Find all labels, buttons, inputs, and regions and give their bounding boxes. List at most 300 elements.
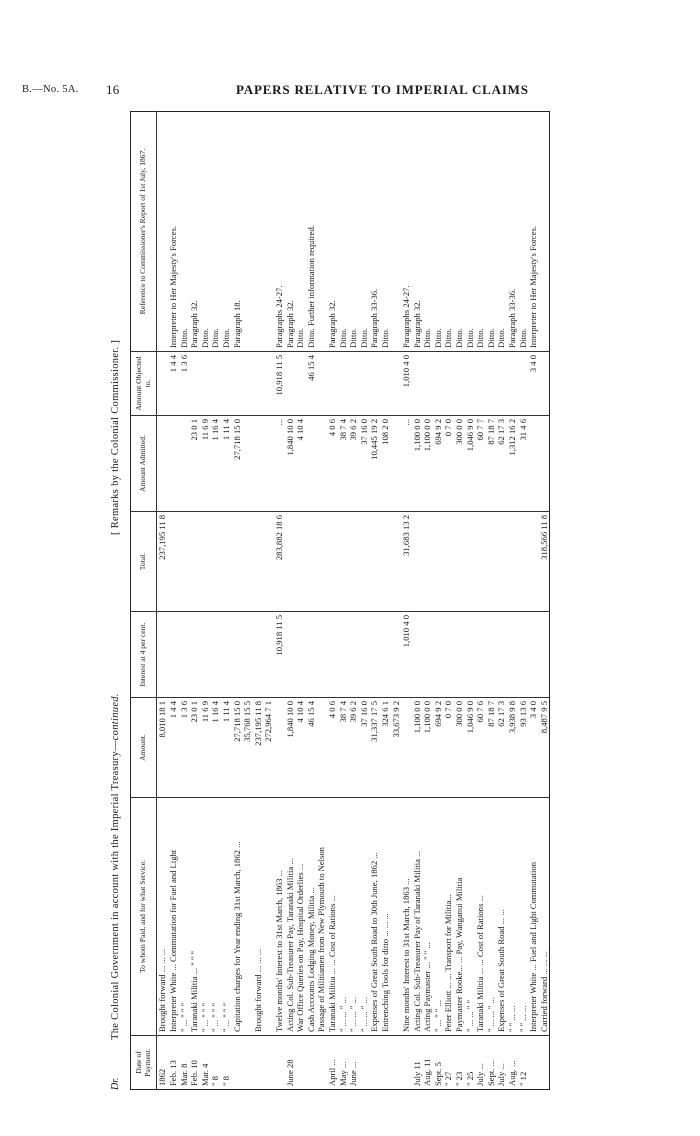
objected-cell [189, 352, 200, 416]
admitted-cell: 1 11 4 [221, 416, 232, 512]
reference-cell: Paragraph 32. [189, 112, 200, 352]
reference-cell: Paragraph 18. [232, 112, 243, 352]
amount-cell: 237,195 11 8 [253, 698, 264, 798]
objected-cell [518, 352, 529, 416]
interest-cell [179, 612, 190, 698]
reference-cell [157, 112, 168, 352]
ledger-row [221, 112, 232, 1090]
total-cell [232, 512, 243, 612]
total-cell [380, 512, 391, 612]
interest-cell [348, 612, 359, 698]
date-cell: 1862 [157, 1068, 168, 1086]
objected-cell [486, 352, 497, 416]
ledger-row [391, 112, 402, 1090]
total-cell [507, 512, 518, 612]
document-reference: B.—No. 5A. [22, 84, 79, 95]
payee-service-cell: Twelve months' Interest to 31st March, 1863 ... [274, 798, 285, 1036]
date-cell [263, 1036, 274, 1090]
payee-service-cell: " ... ... " " [465, 798, 476, 1036]
interest-cell [380, 612, 391, 698]
reference-cell [263, 112, 274, 352]
amount-cell: 324 6 1 [380, 698, 391, 798]
total-cell [253, 512, 264, 612]
reference-cell: Ditto. [475, 112, 486, 352]
total-cell [316, 512, 327, 612]
payee-service-cell: Capitation charges for Year ending 31st March, 1862 ... [232, 798, 243, 1036]
date-cell: Feb. 10 [189, 1060, 200, 1086]
interest-cell [528, 612, 539, 698]
interest-cell: 10,918 11 5 [274, 612, 285, 698]
date-cell: Aug. ... [507, 1060, 518, 1086]
date-cell: July ... [496, 1063, 507, 1086]
total-cell [179, 512, 190, 612]
admitted-cell [179, 416, 190, 512]
payee-service-cell: Cash Accounts Lodging Money, Militia ... [306, 798, 317, 1036]
payee-service-cell: " ... " " " [179, 798, 190, 1036]
reference-cell: Paragraph 32. [412, 112, 423, 352]
ledger-row [422, 112, 433, 1090]
interest-cell [232, 612, 243, 698]
objected-cell [359, 352, 370, 416]
reference-cell: Ditto. [338, 112, 349, 352]
amount-cell [316, 698, 327, 798]
admitted-cell: 27,718 15 0 [232, 416, 243, 512]
admitted-cell [168, 416, 179, 512]
payee-service-cell: Acting Col. Sub-Treasurer Pay, Taranaki Militia ... [285, 798, 296, 1036]
admitted-cell: 39 6 2 [348, 416, 359, 512]
total-cell [528, 512, 539, 612]
total-cell [369, 512, 380, 612]
date-cell: July ... [475, 1063, 486, 1086]
objected-cell [539, 352, 550, 416]
payee-service-cell: Taranaki Militia ... " " " [189, 798, 200, 1036]
amount-cell: 1 11 4 [221, 698, 232, 798]
amount-cell: 46 15 4 [306, 698, 317, 798]
ledger-row [348, 112, 359, 1090]
admitted-cell [528, 416, 539, 512]
payee-service-cell [242, 798, 253, 1036]
objected-cell [242, 352, 253, 416]
col-amount: Amount. [131, 698, 157, 798]
reference-cell: Ditto. [380, 112, 391, 352]
objected-cell: 1 3 6 [179, 352, 190, 416]
objected-cell [338, 352, 349, 416]
ledger-row [179, 112, 190, 1090]
header-row [131, 112, 157, 1090]
amount-cell [274, 698, 285, 798]
reference-cell [316, 112, 327, 352]
date-cell: May ... [337, 1061, 348, 1086]
interest-cell [369, 612, 380, 698]
interest-cell [454, 612, 465, 698]
amount-cell: 8,010 18 1 [157, 698, 168, 798]
date-cell [306, 1036, 317, 1090]
amount-cell: 694 9 2 [433, 698, 444, 798]
objected-cell [443, 352, 454, 416]
col-admitted: Amount Admitted. [131, 416, 157, 512]
admitted-cell: 1 16 4 [210, 416, 221, 512]
account-title-text: The Colonial Government in account with the Imperial Treasury— [110, 740, 121, 1040]
reference-cell: Ditto. [496, 112, 507, 352]
date-cell [359, 1036, 370, 1090]
interest-cell [189, 612, 200, 698]
admitted-cell: 37 16 0 [359, 416, 370, 512]
ledger-row [443, 112, 454, 1090]
objected-cell: 1 4 4 [168, 352, 179, 416]
interest-cell [253, 612, 264, 698]
reference-cell [391, 112, 402, 352]
ledger-row [496, 112, 507, 1090]
date-cell [232, 1036, 243, 1090]
admitted-cell [242, 416, 253, 512]
objected-cell [369, 352, 380, 416]
total-cell: 283,882 18 6 [274, 512, 285, 612]
objected-cell [391, 352, 402, 416]
interest-cell [422, 612, 433, 698]
payee-service-cell: Acting Col. Sub-Treasurer Pay of Taranaki Militia ... [412, 798, 423, 1036]
total-cell [486, 512, 497, 612]
ledger-row [486, 112, 497, 1090]
admitted-cell: 60 7 7 [475, 416, 486, 512]
admitted-cell [263, 416, 274, 512]
date-cell: " 25 [464, 1071, 475, 1086]
objected-cell [348, 352, 359, 416]
amount-cell: 62 17 3 [496, 698, 507, 798]
payee-service-cell: Taranaki Militia ... ... Cost of Rations ... [327, 798, 338, 1036]
interest-cell [263, 612, 274, 698]
admitted-cell: 23 0 1 [189, 416, 200, 512]
amount-cell: 4 10 4 [295, 698, 306, 798]
reference-cell: Ditto. [221, 112, 232, 352]
reference-cell: Ditto. [454, 112, 465, 352]
reference-cell: Ditto. [433, 112, 444, 352]
reference-cell: Ditto. [465, 112, 476, 352]
total-cell [200, 512, 211, 612]
admitted-cell [539, 416, 550, 512]
amount-cell: 3 4 0 [528, 698, 539, 798]
col-reference: Reference to Commissioner's Report of 1st July, 1867. [131, 112, 157, 352]
reference-cell: Ditto. [179, 112, 190, 352]
ledger-row [210, 112, 221, 1090]
admitted-cell [157, 416, 168, 512]
total-cell [348, 512, 359, 612]
payee-service-cell: " ... " " " [221, 798, 232, 1036]
ledger-row [274, 112, 285, 1090]
admitted-cell: 1,100 0 0 [412, 416, 423, 512]
amount-cell [401, 698, 412, 798]
payee-service-cell: Acting Paymaster ... " " ... [422, 798, 433, 1036]
interest-cell [210, 612, 221, 698]
ledger-row [200, 112, 211, 1090]
payee-service-cell: Interpreter White ... Commutation for Fuel and Light [168, 798, 179, 1036]
amount-cell: 1,100 0 0 [422, 698, 433, 798]
ledger-row [380, 112, 391, 1090]
admitted-cell [306, 416, 317, 512]
date-cell: June 28 [284, 1059, 295, 1086]
col-total: Total. [131, 512, 157, 612]
amount-cell: 37 16 0 [359, 698, 370, 798]
objected-cell [433, 352, 444, 416]
admitted-cell: 10,445 19 2 [369, 416, 380, 512]
objected-cell: 10,918 11 5 [274, 352, 285, 416]
objected-cell: 1,010 4 0 [401, 352, 412, 416]
total-cell [518, 512, 529, 612]
admitted-cell: 62 17 3 [496, 416, 507, 512]
reference-cell: Ditto. [210, 112, 221, 352]
interest-cell: 1,010 4 0 [401, 612, 412, 698]
ledger-row [507, 112, 518, 1090]
reference-cell: Paragraph 33-36. [507, 112, 518, 352]
page-title: PAPERS RELATIVE TO IMPERIAL CLAIMS [236, 82, 529, 97]
admitted-cell [253, 416, 264, 512]
interest-cell [306, 612, 317, 698]
payee-service-cell: Nine months' Interest to 31st March, 1863 ... [401, 798, 412, 1036]
date-cell [253, 1036, 264, 1090]
total-cell [496, 512, 507, 612]
interest-cell [157, 612, 168, 698]
remarks-heading: [ Remarks by the Colonial Commissioner. ] [110, 339, 121, 535]
objected-cell [380, 352, 391, 416]
total-cell [465, 512, 476, 612]
objected-cell [327, 352, 338, 416]
objected-cell: 3 4 0 [528, 352, 539, 416]
payee-service-cell: Entrenching Tools for ditto ... ... ... [380, 798, 391, 1036]
amount-cell: 38 7 4 [338, 698, 349, 798]
interest-cell [465, 612, 476, 698]
amount-cell: 1,840 10 0 [285, 698, 296, 798]
ledger-row [454, 112, 465, 1090]
total-cell [189, 512, 200, 612]
col-interest: Interest at 4 per cent. [131, 612, 157, 698]
col-objected: Amount Objected to. [131, 352, 157, 416]
account-title-continued: continued. [110, 693, 121, 741]
admitted-cell: 31 4 6 [518, 416, 529, 512]
interest-cell [412, 612, 423, 698]
date-cell [295, 1036, 306, 1090]
objected-cell [253, 352, 264, 416]
payee-service-cell: " ... " " ... [433, 798, 444, 1036]
admitted-cell: 4 0 6 [327, 416, 338, 512]
admitted-cell: ... [401, 416, 412, 512]
amount-cell: 4 0 6 [327, 698, 338, 798]
objected-cell [454, 352, 465, 416]
reference-cell: Ditto. Further information required. [306, 112, 317, 352]
reference-cell: Ditto. [295, 112, 306, 352]
amount-cell: 27,718 15 0 [232, 698, 243, 798]
amount-cell: 87 18 7 [486, 698, 497, 798]
payee-service-cell: Taranaki Militia ... ... Cost of Rations ... [475, 798, 486, 1036]
interest-cell [496, 612, 507, 698]
date-cell [316, 1036, 327, 1090]
payee-service-cell: " ... " " " [210, 798, 221, 1036]
admitted-cell: 108 2 0 [380, 416, 391, 512]
interest-cell [327, 612, 338, 698]
payee-service-cell [391, 798, 402, 1036]
date-cell: " 27 [443, 1071, 454, 1086]
amount-cell: 300 0 0 [454, 698, 465, 798]
objected-cell [221, 352, 232, 416]
date-cell: " 12 [517, 1071, 528, 1086]
reference-cell [539, 112, 550, 352]
date-cell [539, 1036, 550, 1090]
total-cell [433, 512, 444, 612]
date-cell: " 8 [210, 1076, 221, 1086]
interest-cell [316, 612, 327, 698]
objected-cell [475, 352, 486, 416]
total-cell [443, 512, 454, 612]
amount-cell: 1 16 4 [210, 698, 221, 798]
total-cell: 237,195 11 8 [157, 512, 168, 612]
payee-service-cell [263, 798, 274, 1036]
date-cell: Mar. 4 [199, 1063, 210, 1086]
objected-cell [200, 352, 211, 416]
date-cell: Aug. 11 [422, 1058, 433, 1086]
ledger-row [401, 112, 412, 1090]
reference-cell: Paragraph 33-36. [369, 112, 380, 352]
objected-cell: 46 15 4 [306, 352, 317, 416]
ledger-row [295, 112, 306, 1090]
reference-cell: Interpreter to Her Majesty's Forces. [168, 112, 179, 352]
reference-cell: Ditto. [422, 112, 433, 352]
amount-cell: 31,337 17 5 [369, 698, 380, 798]
ledger-row [475, 112, 486, 1090]
amount-cell: 60 7 6 [475, 698, 486, 798]
date-cell: Mar. 8 [178, 1063, 189, 1086]
admitted-cell: 1,312 16 2 [507, 416, 518, 512]
payee-service-cell: Paymaster Rooke... ... Pay, Wanganui Militia [454, 798, 465, 1036]
col-to-whom: To whom Paid, and for what Service. [131, 798, 157, 1036]
interest-cell [391, 612, 402, 698]
payee-service-cell: Interpreter White ... Fuel and Light Commutation [528, 798, 539, 1036]
amount-cell: 0 7 0 [443, 698, 454, 798]
date-cell: Feb. 13 [168, 1060, 179, 1086]
interest-cell [433, 612, 444, 698]
debit-label: Dr. [110, 1077, 121, 1090]
date-cell: " 23 [454, 1071, 465, 1086]
payee-service-cell: " ... ... " ... [338, 798, 349, 1036]
objected-cell [285, 352, 296, 416]
admitted-cell: 1,100 0 0 [422, 416, 433, 512]
interest-cell [242, 612, 253, 698]
ledger-row [412, 112, 423, 1090]
ledger-row [338, 112, 349, 1090]
date-cell: " 8 [221, 1076, 231, 1086]
payee-service-cell: Expenses of Great South Road ... ... [496, 798, 507, 1036]
date-cell [380, 1036, 391, 1090]
amount-cell: 23 0 1 [189, 698, 200, 798]
total-cell [359, 512, 370, 612]
amount-cell: 3,938 9 8 [507, 698, 518, 798]
ledger-row [168, 112, 179, 1090]
interest-cell [168, 612, 179, 698]
payee-service-cell: Brought forward ... ... ... [157, 798, 168, 1036]
amount-cell: 1,046 9 0 [465, 698, 476, 798]
interest-cell [443, 612, 454, 698]
payee-service-cell: Peter Elliott ... ... Transport for Militia... [443, 798, 454, 1036]
date-cell: April ... [326, 1059, 337, 1086]
amount-cell: 39 6 2 [348, 698, 359, 798]
ledger-row [189, 112, 200, 1090]
total-cell: 318,566 11 8 [539, 512, 550, 612]
reference-cell: Interpreter to Her Majesty's Forces. [528, 112, 539, 352]
ledger-row [157, 112, 168, 1090]
payee-service-cell: Expenses of Great South Road to 30th June, 1862 ... [369, 798, 380, 1036]
date-cell: July 11 [411, 1061, 422, 1086]
reference-cell: Ditto. [443, 112, 454, 352]
amount-cell: 1 3 6 [179, 698, 190, 798]
total-cell [454, 512, 465, 612]
ledger-body [157, 112, 550, 1090]
objected-cell [210, 352, 221, 416]
payee-service-cell: Brought forward ... ... ... [253, 798, 264, 1036]
interest-cell [295, 612, 306, 698]
total-cell [475, 512, 486, 612]
date-cell: Sept. 5 [432, 1062, 443, 1086]
ledger-row [253, 112, 264, 1090]
date-cell [242, 1036, 253, 1090]
col-date: Date of Payment. [131, 1036, 157, 1090]
date-cell: Sept. ... [485, 1059, 496, 1086]
interest-cell [200, 612, 211, 698]
reference-cell: Paragraph 32. [327, 112, 338, 352]
date-cell [274, 1036, 285, 1090]
admitted-cell: 0 7 0 [443, 416, 454, 512]
amount-cell: 8,487 9 5 [539, 698, 550, 798]
admitted-cell [316, 416, 327, 512]
reference-cell: Paragraph 32. [285, 112, 296, 352]
ledger-table [130, 111, 550, 1090]
objected-cell [263, 352, 274, 416]
ledger-row [306, 112, 317, 1090]
interest-cell [486, 612, 497, 698]
reference-cell: Ditto. [518, 112, 529, 352]
payee-service-cell: " ... ... " ... [348, 798, 359, 1036]
ledger-row [232, 112, 243, 1090]
objected-cell [316, 352, 327, 416]
reference-cell: Ditto. [486, 112, 497, 352]
amount-cell: 272,964 7 1 [263, 698, 274, 798]
interest-cell [518, 612, 529, 698]
objected-cell [507, 352, 518, 416]
objected-cell [422, 352, 433, 416]
ledger-row [327, 112, 338, 1090]
total-cell [221, 512, 232, 612]
admitted-cell: 694 9 2 [433, 416, 444, 512]
total-cell [422, 512, 433, 612]
payee-service-cell: Carried forward ... ... ... [539, 798, 550, 1036]
date-cell [528, 1036, 539, 1090]
amount-cell: 11 6 9 [200, 698, 211, 798]
admitted-cell: 4 10 4 [295, 416, 306, 512]
reference-cell: Ditto. [200, 112, 211, 352]
total-cell [168, 512, 179, 612]
reference-cell [253, 112, 264, 352]
date-cell: June ... [348, 1061, 359, 1086]
objected-cell [232, 352, 243, 416]
admitted-cell: 38 7 4 [338, 416, 349, 512]
ledger-row [433, 112, 444, 1090]
payee-service-cell: " ... ... " ... [486, 798, 497, 1036]
total-cell [412, 512, 423, 612]
total-cell [338, 512, 349, 612]
reference-cell: Ditto. [348, 112, 359, 352]
interest-cell [507, 612, 518, 698]
reference-cell [242, 112, 253, 352]
total-cell [210, 512, 221, 612]
admitted-cell: 1,840 10 0 [285, 416, 296, 512]
reference-cell: Ditto. [359, 112, 370, 352]
objected-cell [412, 352, 423, 416]
